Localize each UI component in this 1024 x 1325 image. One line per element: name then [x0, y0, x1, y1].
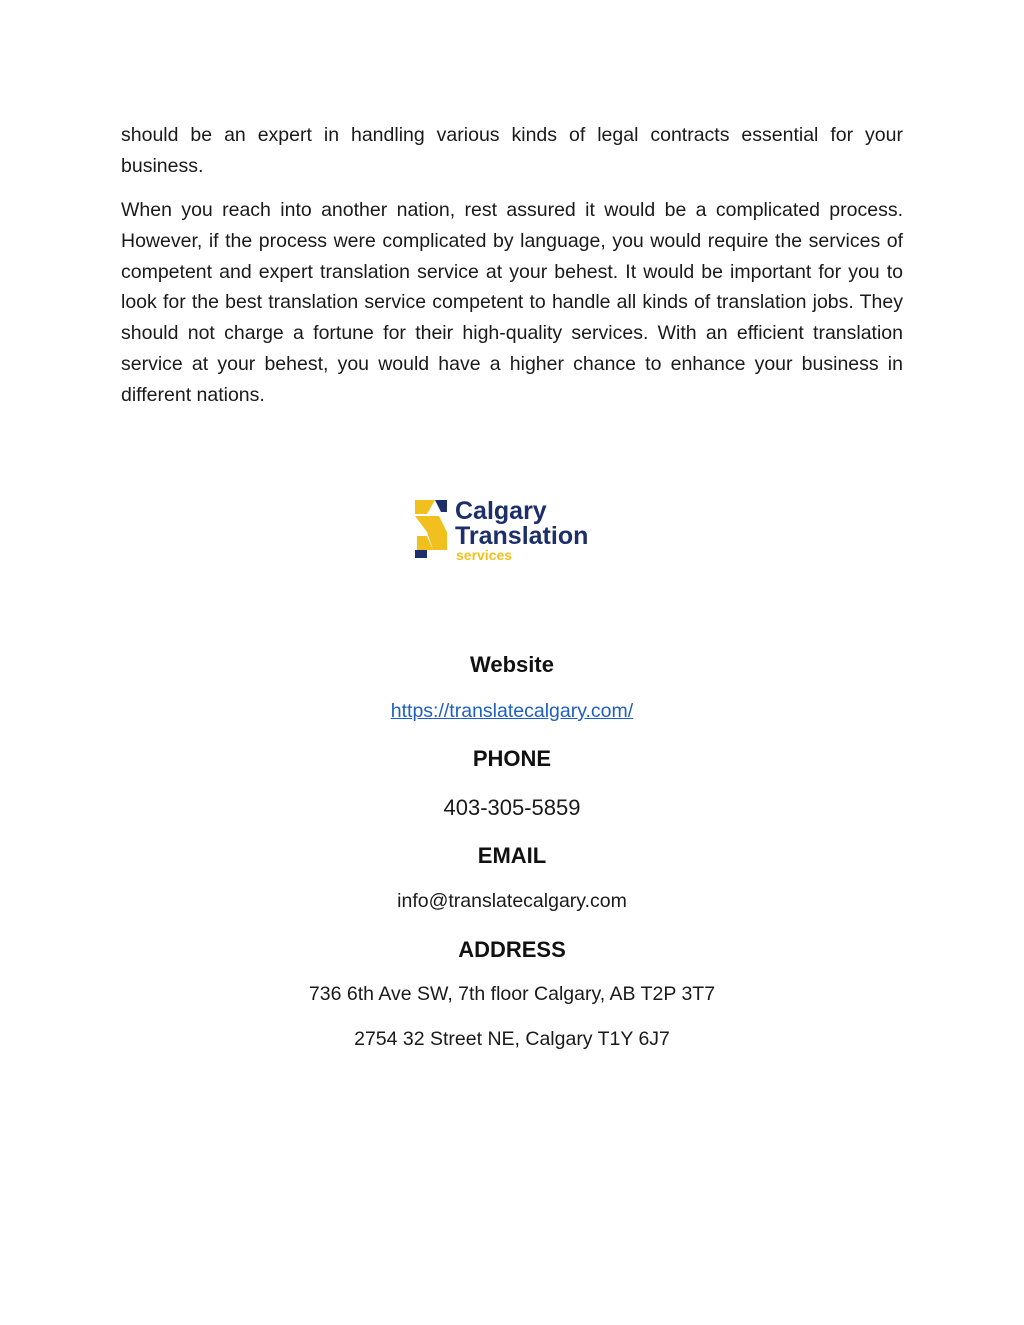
email-address: info@translatecalgary.com	[397, 890, 627, 912]
company-logo	[413, 492, 613, 572]
website-heading: Website	[470, 652, 554, 677]
logo-line-translation: Translation	[455, 522, 589, 550]
website-line	[0, 700, 1024, 723]
translation-s-logo-icon	[413, 492, 613, 572]
logo-line-calgary: Calgary	[455, 497, 547, 525]
email-heading: EMAIL	[477, 843, 547, 868]
address-heading: ADDRESS	[458, 937, 566, 962]
paragraph-continuation: should be an expert in handling various kinds of legal contracts essential for your business.	[121, 124, 903, 177]
address-line-1: 736 6th Ave SW, 7th floor Calgary, AB T2P 3T7	[308, 983, 716, 1005]
paragraph-translation-services: When you reach into another nation, rest assured it would be a complicated process. However, if the process were complicated by language, you would require the services of competent and expert translation service at your behest. It would be important for you to look for the best translation service competent to handle all kinds of translation jobs. They should not charge a fortune for their high-quality services. With an efficient translation service at your behest, you would have a higher chance to enhance your business in different nations.	[121, 199, 903, 406]
logo-line-services: services	[456, 547, 513, 563]
phone-heading: PHONE	[472, 746, 552, 771]
phone-number: 403-305-5859	[443, 795, 581, 820]
website-link[interactable]: https://translatecalgary.com/	[390, 700, 634, 722]
address-line-2: 2754 32 Street NE, Calgary T1Y 6J7	[354, 1028, 670, 1050]
